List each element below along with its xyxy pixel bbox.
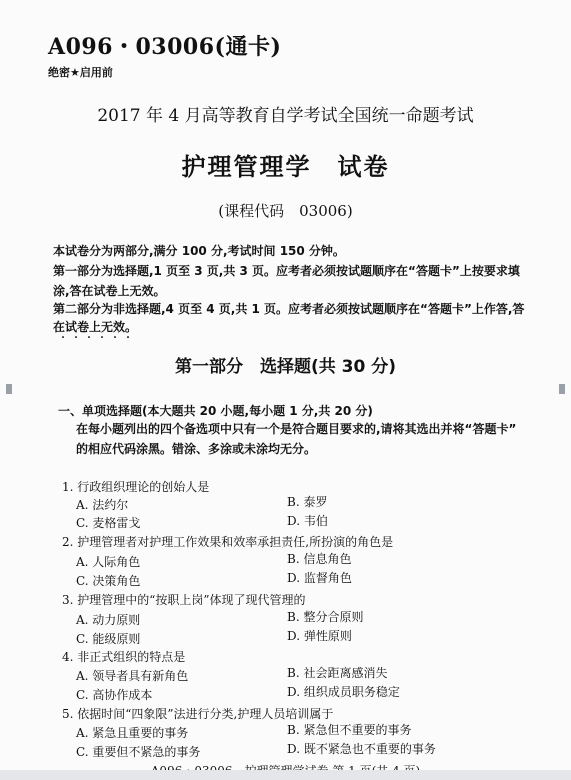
section-instruction-2: 的相应代码涂黑。错涂、多涂或未涂均无分。: [76, 442, 317, 456]
option-d: D. 监督角色: [287, 571, 352, 585]
option-b: B. 泰罗: [287, 495, 328, 509]
notice-line-4: 第二部分为非选择题,4 页至 4 页,共 1 页。应考者必须按试题顺序在“答题卡”上作答,答: [53, 302, 525, 316]
emphasis-dots: ・・・・・・: [58, 333, 136, 344]
right-edge-marker: [559, 384, 565, 394]
question-stem: 1. 行政组织理论的创始人是: [62, 480, 210, 494]
option-a: A. 紧急且重要的事务: [76, 726, 189, 740]
section-instruction-1: 在每小题列出的四个备选项中只有一个是符合题目要求的,请将其选出并将“答题卡”: [76, 422, 517, 436]
option-d: D. 弹性原则: [287, 629, 352, 643]
option-c: C. 决策角色: [76, 574, 141, 588]
option-d: D. 韦伯: [287, 514, 328, 528]
option-c: C. 能级原则: [76, 632, 141, 646]
notice-line-5: 在试卷上无效。: [53, 320, 138, 334]
exam-title: 2017 年 4 月高等教育自学考试全国统一命题考试: [97, 106, 474, 126]
left-edge-marker: [6, 384, 12, 394]
option-a: A. 人际角色: [76, 555, 141, 569]
section-title: 一、单项选择题(本大题共 20 小题,每小题 1 分,共 20 分): [58, 404, 373, 418]
option-c: C. 麦格雷戈: [76, 516, 141, 530]
confidential-mark: 绝密★启用前: [48, 66, 113, 79]
option-a: A. 领导者具有新角色: [76, 669, 189, 683]
notice-line-3: 涂,答在试卷上无效。: [53, 284, 166, 298]
option-c: C. 重要但不紧急的事务: [76, 745, 201, 759]
option-b: B. 社会距离感消失: [287, 666, 388, 680]
question-stem: 5. 依据时间“四象限”法进行分类,护理人员培训属于: [62, 707, 334, 721]
option-b: B. 信息角色: [287, 552, 352, 566]
option-d: D. 组织成员职务稳定: [287, 685, 400, 699]
question-stem: 2. 护理管理者对护理工作效果和效率承担责任,所扮演的角色是: [62, 535, 394, 549]
paper-code: A096・03006(通卡): [48, 34, 282, 60]
option-b: B. 紧急但不重要的事务: [287, 723, 412, 737]
option-a: A. 动力原则: [76, 613, 141, 627]
question-stem: 4. 非正式组织的特点是: [62, 650, 186, 664]
option-c: C. 高协作成本: [76, 688, 153, 702]
part-heading: 第一部分 选择题(共 30 分): [174, 357, 397, 377]
notice-line-1: 本试卷分为两部分,满分 100 分,考试时间 150 分钟。: [53, 244, 345, 258]
option-b: B. 整分合原则: [287, 610, 364, 624]
option-d: D. 既不紧急也不重要的事务: [287, 742, 436, 756]
viewer-bottom-band: [0, 770, 571, 780]
subject-title: 护理管理学 试卷: [181, 152, 390, 181]
option-a: A. 法约尔: [76, 498, 129, 512]
notice-line-2: 第一部分为选择题,1 页至 3 页,共 3 页。应考者必须按试题顺序在“答题卡”上按要求填: [53, 264, 520, 278]
question-stem: 3. 护理管理中的“按职上岗”体现了现代管理的: [62, 593, 306, 607]
course-code: (课程代码 03006): [218, 202, 353, 220]
